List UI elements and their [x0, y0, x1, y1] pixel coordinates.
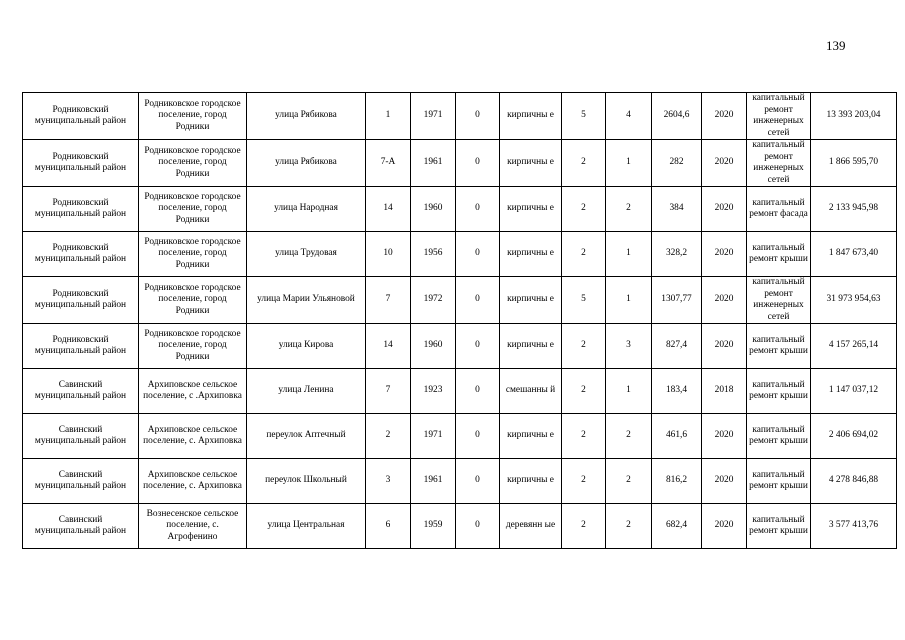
house-number-cell: 1 [366, 93, 411, 140]
year-built-cell: 1971 [411, 414, 456, 459]
floors-cell: 2 [562, 140, 606, 187]
floors-cell: 2 [562, 369, 606, 414]
plan-year-cell: 2020 [702, 187, 747, 232]
entrances-cell: 4 [606, 93, 652, 140]
district-cell: Савинский муниципальный район [23, 459, 139, 504]
house-number-cell: 2 [366, 414, 411, 459]
table-row [23, 93, 897, 140]
district-cell: Родниковский муниципальный район [23, 187, 139, 232]
area-cell: 816,2 [652, 459, 702, 504]
area-cell: 328,2 [652, 232, 702, 277]
plan-year-cell: 2020 [702, 459, 747, 504]
year-built-cell: 1960 [411, 187, 456, 232]
area-cell: 384 [652, 187, 702, 232]
plan-year-cell: 2020 [702, 324, 747, 369]
zero-cell: 0 [456, 232, 500, 277]
zero-cell: 0 [456, 277, 500, 324]
floors-cell: 2 [562, 187, 606, 232]
entrances-cell: 1 [606, 369, 652, 414]
zero-cell: 0 [456, 459, 500, 504]
year-built-cell: 1972 [411, 277, 456, 324]
settlement-cell: Родниковское городское поселение, город Родники [139, 93, 247, 140]
district-cell: Родниковский муниципальный район [23, 93, 139, 140]
street-cell: улица Рябикова [247, 140, 366, 187]
plan-year-cell: 2018 [702, 369, 747, 414]
floors-cell: 2 [562, 232, 606, 277]
year-built-cell: 1956 [411, 232, 456, 277]
wall-material-cell: кирпичны е [500, 187, 562, 232]
street-cell: улица Центральная [247, 504, 366, 549]
cost-cell: 1 147 037,12 [811, 369, 897, 414]
work-type-cell: капитальный ремонт крыши [747, 414, 811, 459]
plan-year-cell: 2020 [702, 504, 747, 549]
cost-cell: 1 847 673,40 [811, 232, 897, 277]
settlement-cell: Родниковское городское поселение, город Родники [139, 324, 247, 369]
settlement-cell: Родниковское городское поселение, город Родники [139, 187, 247, 232]
entrances-cell: 1 [606, 232, 652, 277]
entrances-cell: 1 [606, 140, 652, 187]
house-number-cell: 7-А [366, 140, 411, 187]
table-row [23, 324, 897, 369]
page-number: 139 [826, 38, 846, 53]
house-number-cell: 14 [366, 324, 411, 369]
street-cell: улица Кирова [247, 324, 366, 369]
cost-cell: 2 133 945,98 [811, 187, 897, 232]
cost-cell: 4 157 265,14 [811, 324, 897, 369]
wall-material-cell: кирпичны е [500, 459, 562, 504]
street-cell: улица Трудовая [247, 232, 366, 277]
settlement-cell: Родниковское городское поселение, город Родники [139, 277, 247, 324]
district-cell: Савинский муниципальный район [23, 504, 139, 549]
settlement-cell: Архиповское сельское поселение, с .Архиповка [139, 369, 247, 414]
plan-year-cell: 2020 [702, 414, 747, 459]
area-cell: 827,4 [652, 324, 702, 369]
entrances-cell: 1 [606, 277, 652, 324]
cost-cell: 3 577 413,76 [811, 504, 897, 549]
year-built-cell: 1961 [411, 140, 456, 187]
housing-repair-table [22, 92, 897, 549]
settlement-cell: Архиповское сельское поселение, с. Архиповка [139, 414, 247, 459]
zero-cell: 0 [456, 369, 500, 414]
table-row [23, 232, 897, 277]
settlement-cell: Родниковское городское поселение, город Родники [139, 232, 247, 277]
house-number-cell: 7 [366, 277, 411, 324]
work-type-cell: капитальный ремонт крыши [747, 324, 811, 369]
street-cell: улица Марии Ульяновой [247, 277, 366, 324]
zero-cell: 0 [456, 93, 500, 140]
table-row [23, 187, 897, 232]
wall-material-cell: кирпичны е [500, 140, 562, 187]
year-built-cell: 1959 [411, 504, 456, 549]
zero-cell: 0 [456, 504, 500, 549]
wall-material-cell: кирпичны е [500, 232, 562, 277]
entrances-cell: 2 [606, 504, 652, 549]
year-built-cell: 1971 [411, 93, 456, 140]
area-cell: 682,4 [652, 504, 702, 549]
table-row [23, 369, 897, 414]
work-type-cell: капитальный ремонт крыши [747, 459, 811, 504]
work-type-cell: капитальный ремонт инженерных сетей [747, 93, 811, 140]
district-cell: Савинский муниципальный район [23, 369, 139, 414]
settlement-cell: Архиповское сельское поселение, с. Архиповка [139, 459, 247, 504]
zero-cell: 0 [456, 324, 500, 369]
settlement-cell: Вознесенское сельское поселение, с. Агрофенино [139, 504, 247, 549]
house-number-cell: 6 [366, 504, 411, 549]
table-row [23, 459, 897, 504]
house-number-cell: 10 [366, 232, 411, 277]
cost-cell: 2 406 694,02 [811, 414, 897, 459]
work-type-cell: капитальный ремонт фасада [747, 187, 811, 232]
floors-cell: 2 [562, 504, 606, 549]
street-cell: улица Ленина [247, 369, 366, 414]
plan-year-cell: 2020 [702, 93, 747, 140]
table-row [23, 414, 897, 459]
district-cell: Родниковский муниципальный район [23, 277, 139, 324]
area-cell: 461,6 [652, 414, 702, 459]
house-number-cell: 3 [366, 459, 411, 504]
table-row [23, 504, 897, 549]
zero-cell: 0 [456, 414, 500, 459]
table-row [23, 140, 897, 187]
district-cell: Родниковский муниципальный район [23, 140, 139, 187]
plan-year-cell: 2020 [702, 277, 747, 324]
wall-material-cell: кирпичны е [500, 414, 562, 459]
work-type-cell: капитальный ремонт инженерных сетей [747, 140, 811, 187]
area-cell: 183,4 [652, 369, 702, 414]
plan-year-cell: 2020 [702, 232, 747, 277]
work-type-cell: капитальный ремонт крыши [747, 504, 811, 549]
district-cell: Савинский муниципальный район [23, 414, 139, 459]
settlement-cell: Родниковское городское поселение, город Родники [139, 140, 247, 187]
plan-year-cell: 2020 [702, 140, 747, 187]
cost-cell: 4 278 846,88 [811, 459, 897, 504]
area-cell: 1307,77 [652, 277, 702, 324]
floors-cell: 5 [562, 277, 606, 324]
street-cell: переулок Аптечный [247, 414, 366, 459]
floors-cell: 2 [562, 459, 606, 504]
work-type-cell: капитальный ремонт крыши [747, 369, 811, 414]
cost-cell: 31 973 954,63 [811, 277, 897, 324]
district-cell: Родниковский муниципальный район [23, 232, 139, 277]
wall-material-cell: смешанны й [500, 369, 562, 414]
floors-cell: 5 [562, 93, 606, 140]
cost-cell: 13 393 203,04 [811, 93, 897, 140]
wall-material-cell: деревянн ые [500, 504, 562, 549]
table-row [23, 277, 897, 324]
year-built-cell: 1923 [411, 369, 456, 414]
zero-cell: 0 [456, 140, 500, 187]
year-built-cell: 1960 [411, 324, 456, 369]
entrances-cell: 2 [606, 187, 652, 232]
cost-cell: 1 866 595,70 [811, 140, 897, 187]
floors-cell: 2 [562, 324, 606, 369]
entrances-cell: 2 [606, 459, 652, 504]
floors-cell: 2 [562, 414, 606, 459]
entrances-cell: 2 [606, 414, 652, 459]
wall-material-cell: кирпичны е [500, 93, 562, 140]
year-built-cell: 1961 [411, 459, 456, 504]
district-cell: Родниковский муниципальный район [23, 324, 139, 369]
street-cell: улица Рябикова [247, 93, 366, 140]
area-cell: 2604,6 [652, 93, 702, 140]
zero-cell: 0 [456, 187, 500, 232]
street-cell: улица Народная [247, 187, 366, 232]
work-type-cell: капитальный ремонт инженерных сетей [747, 277, 811, 324]
work-type-cell: капитальный ремонт крыши [747, 232, 811, 277]
house-number-cell: 7 [366, 369, 411, 414]
house-number-cell: 14 [366, 187, 411, 232]
wall-material-cell: кирпичны е [500, 277, 562, 324]
wall-material-cell: кирпичны е [500, 324, 562, 369]
street-cell: переулок Школьный [247, 459, 366, 504]
entrances-cell: 3 [606, 324, 652, 369]
area-cell: 282 [652, 140, 702, 187]
